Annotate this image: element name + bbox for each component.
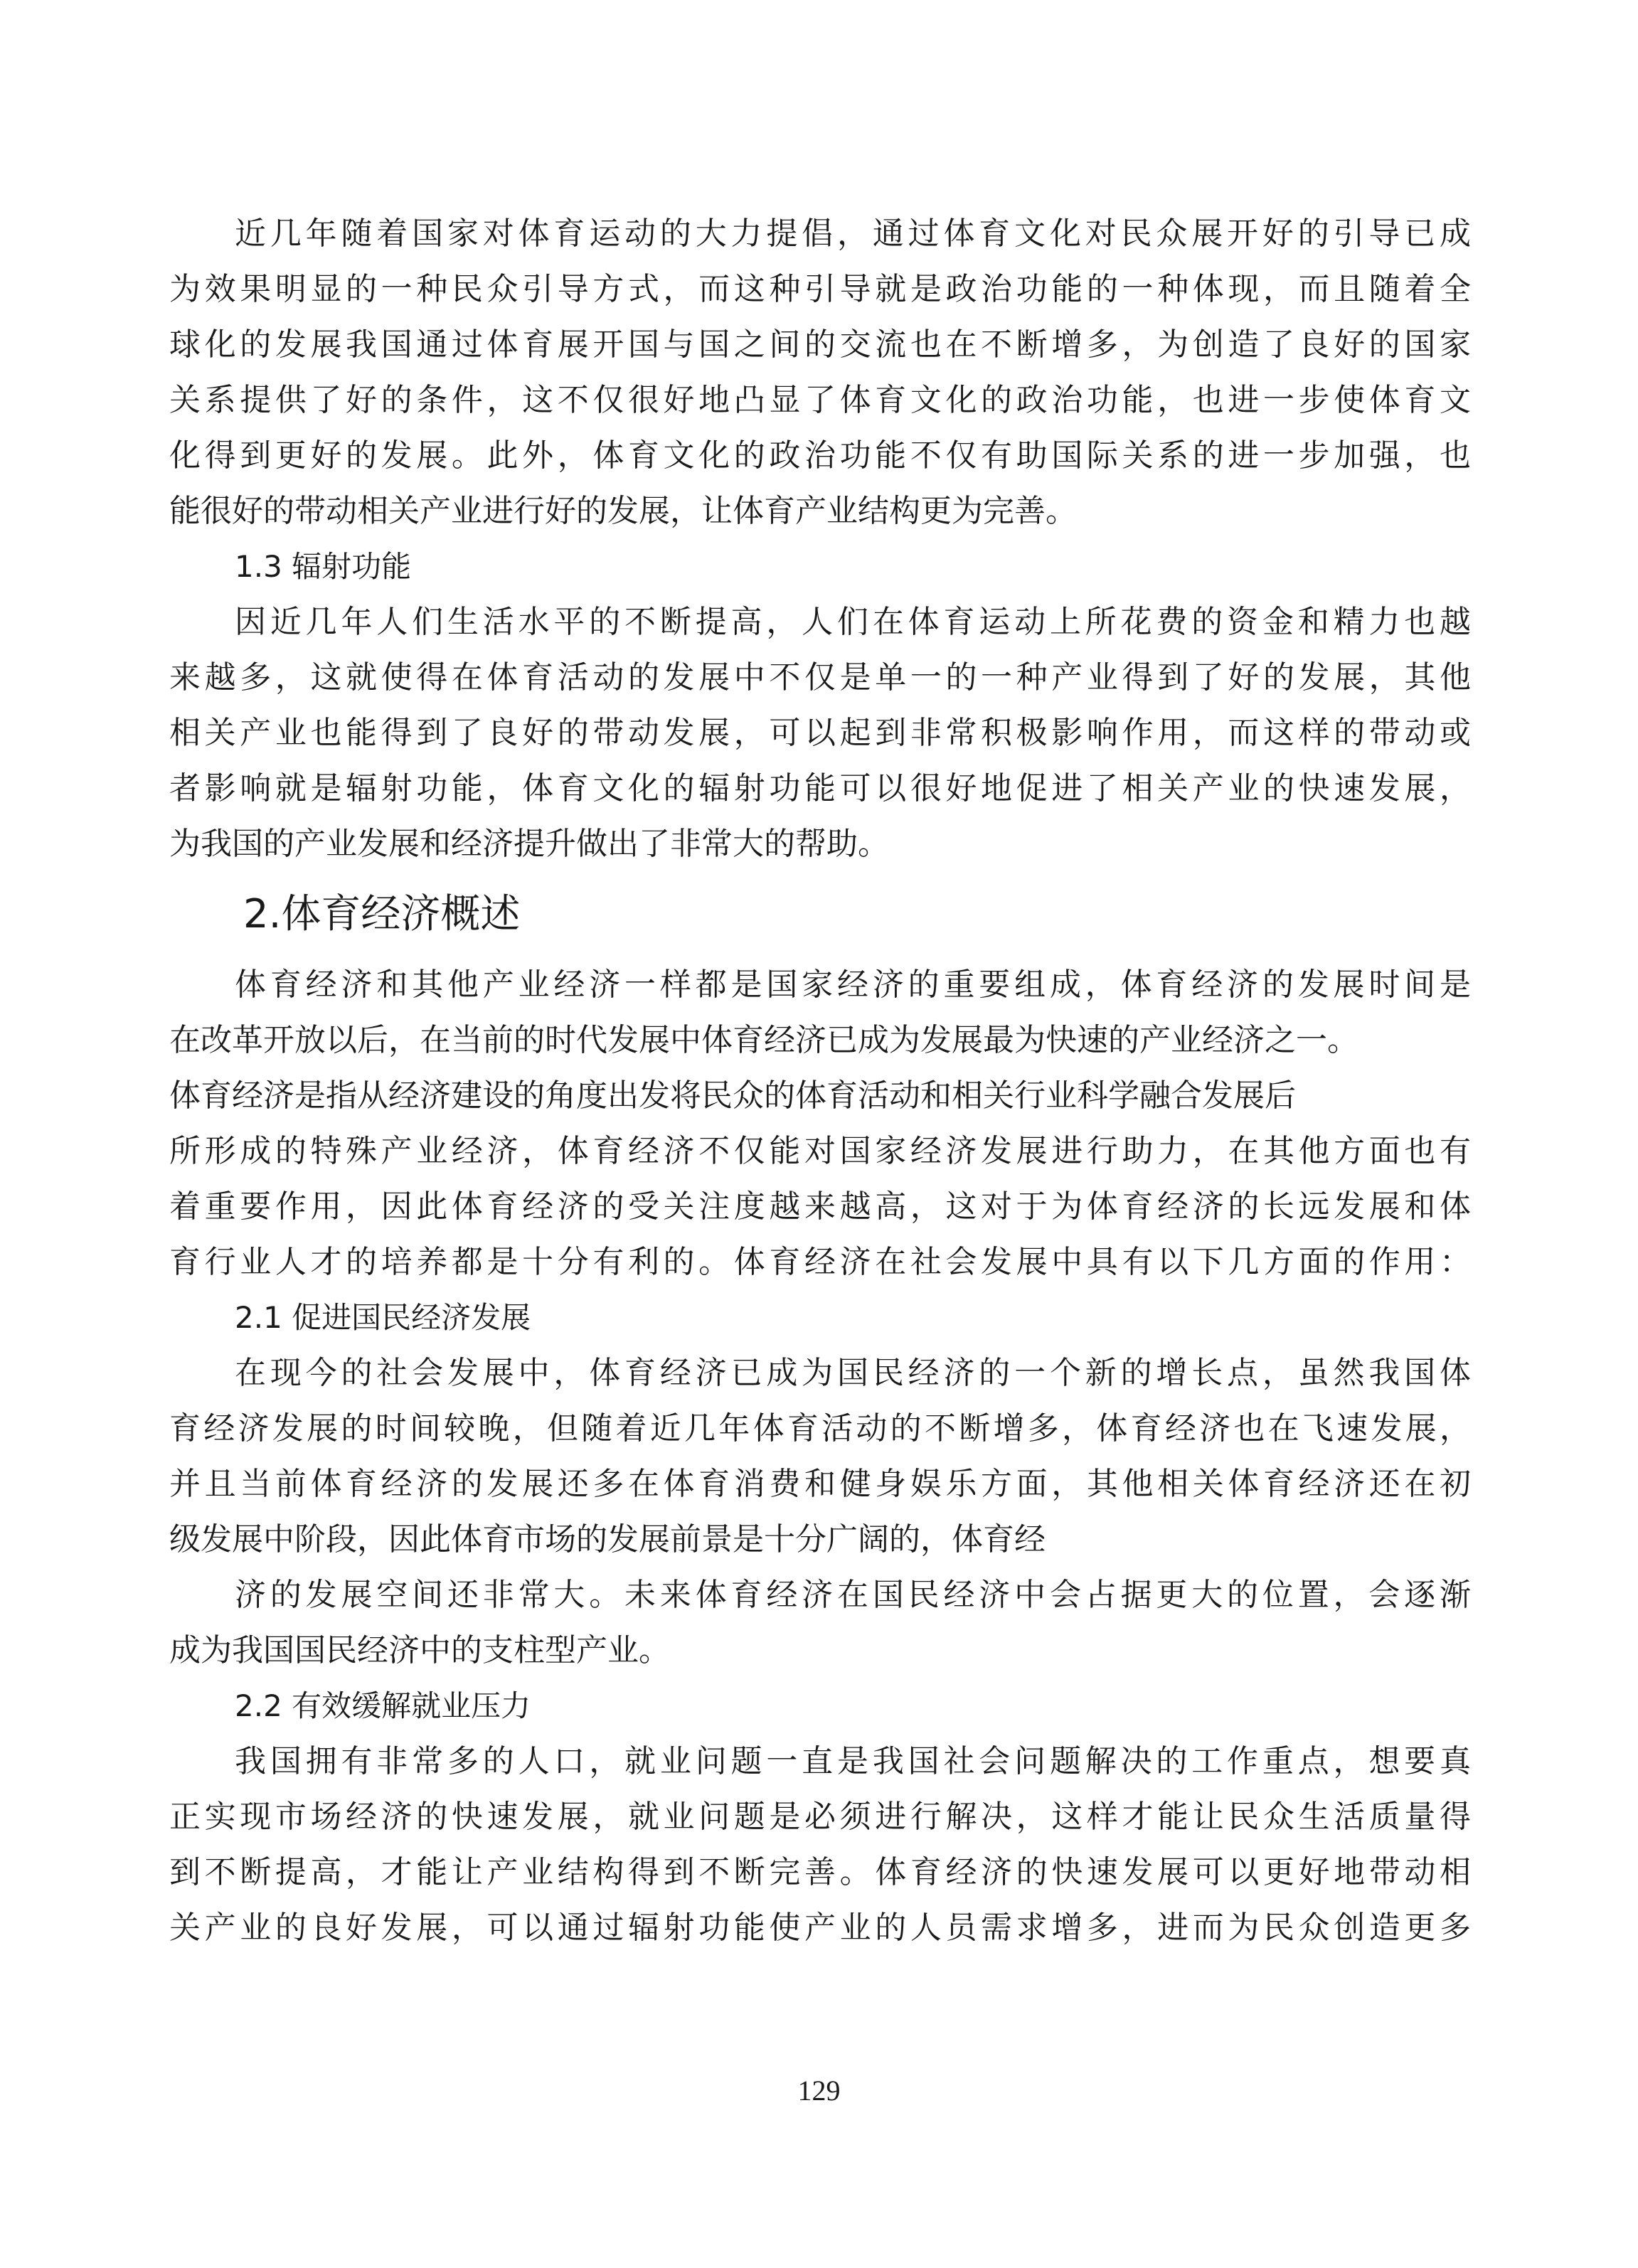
text-line: 关系提供了好的条件，这不仅很好地凸显了体育文化的政治功能，也进一步使体育文 [169, 382, 1471, 418]
text-line: 关产业的良好发展，可以通过辐射功能使产业的人员需求增多，进而为民众创造更多 [169, 1910, 1471, 1946]
text-line: 能很好的带动相关产业进行好的发展，让体育产业结构更为完善。 [169, 493, 1077, 529]
text-line: 育行业人才的培养都是十分有利的。体育经济在社会发展中具有以下几方面的作用： [169, 1244, 1471, 1280]
text-line: 并且当前体育经济的发展还多在体育消费和健身娱乐方面，其他相关体育经济还在初 [169, 1466, 1471, 1502]
text-line: 体育经济和其他产业经济一样都是国家经济的重要组成，体育经济的发展时间是 [235, 967, 1471, 1003]
paragraph-national-economy [169, 1346, 1471, 1567]
text-line: 到不断提高，才能让产业结构得到不断完善。体育经济的快速发展可以更好地带动相 [169, 1854, 1471, 1890]
text-line: 所形成的特殊产业经济，体育经济不仅能对国家经济发展进行助力，在其他方面也有 [169, 1133, 1471, 1169]
text-line: 因近几年人们生活水平的不断提高，人们在体育运动上所花费的资金和精力也越 [235, 604, 1471, 640]
text-line: 相关产业也能得到了良好的带动发展，可以起到非常积极影响作用，而这样的带动或 [169, 715, 1471, 751]
text-line: 我国拥有非常多的人口，就业问题一直是我国社会问题解决的工作重点，想要真 [235, 1743, 1471, 1779]
text-line: 成为我国国民经济中的支柱型产业。 [169, 1632, 670, 1668]
paragraph-radiation-function [169, 595, 1471, 872]
paragraph-employment [169, 1734, 1471, 1956]
text-line: 者影响就是辐射功能，体育文化的辐射功能可以很好地促进了相关产业的快速发展， [169, 770, 1471, 806]
text-line: 济的发展空间还非常大。未来体育经济在国民经济中会占据更大的位置，会逐渐 [235, 1577, 1471, 1613]
text-line: 为效果明显的一种民众引导方式，而这种引导就是政治功能的一种体现，而且随着全 [169, 271, 1471, 307]
page-body [169, 206, 1471, 1956]
subheading-2-1: 2.1 促进国民经济发展 [235, 1300, 531, 1335]
paragraph-development-space [169, 1567, 1471, 1678]
text-line: 近几年随着国家对体育运动的大力提倡，通过体育文化对民众展开好的引导已成 [235, 215, 1471, 252]
subheading-2-2: 2.2 有效缓解就业压力 [235, 1688, 531, 1723]
text-line: 为我国的产业发展和经济提升做出了非常大的帮助。 [169, 826, 889, 862]
text-line: 在改革开放以后，在当前的时代发展中体育经济已成为发展最为快速的产业经济之一。 [169, 1022, 1358, 1058]
subheading-1-3: 1.3 辐射功能 [235, 549, 412, 584]
section-heading-2: 2.体育经济概述 [243, 891, 521, 937]
text-line: 正实现市场经济的快速发展，就业问题是必须进行解决，这样才能让民众生活质量得 [169, 1799, 1471, 1835]
page-number: 129 [797, 2075, 841, 2107]
text-line: 育经济发展的时间较晚，但随着近几年体育活动的不断增多，体育经济也在飞速发展， [169, 1410, 1471, 1447]
paragraph-political-function [169, 206, 1471, 539]
text-line: 着重要作用，因此体育经济的受关注度越来越高，这对于为体育经济的长远发展和体 [169, 1188, 1471, 1225]
paragraph-sports-economy-overview [169, 957, 1471, 1290]
text-line: 在现今的社会发展中，体育经济已成为国民经济的一个新的增长点，虽然我国体 [235, 1355, 1471, 1391]
text-line: 球化的发展我国通过体育展开国与国之间的交流也在不断增多，为创造了良好的国家 [169, 326, 1471, 363]
text-line: 级发展中阶段，因此体育市场的发展前景是十分广阔的，体育经 [169, 1521, 1046, 1558]
text-line: 化得到更好的发展。此外，体育文化的政治功能不仅有助国际关系的进一步加强，也 [169, 437, 1471, 474]
text-line: 来越多，这就使得在体育活动的发展中不仅是单一的一种产业得到了好的发展，其他 [169, 659, 1471, 696]
text-line: 体育经济是指从经济建设的角度出发将民众的体育活动和相关行业科学融合发展后 [169, 1077, 1296, 1114]
